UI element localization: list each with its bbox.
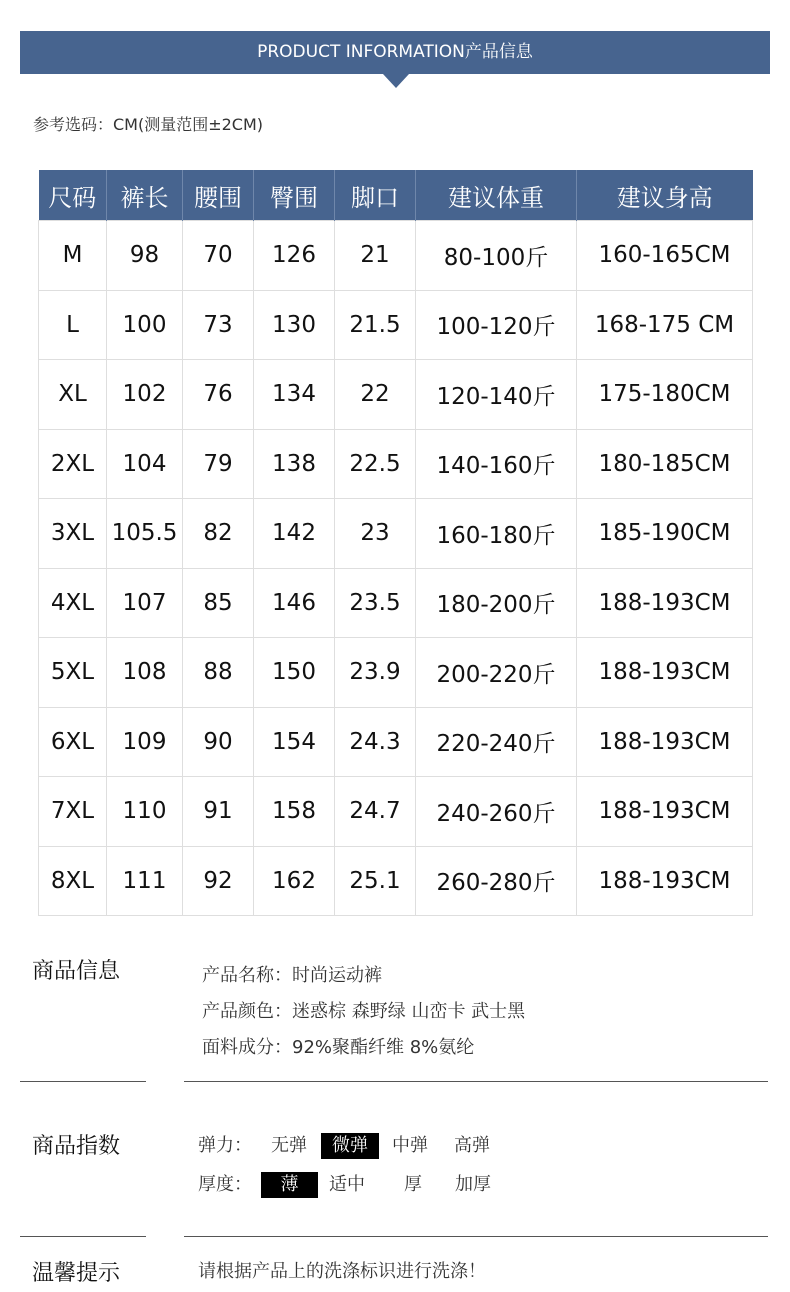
table-row xyxy=(39,499,753,569)
table-row xyxy=(39,638,753,708)
cell-suggested-weight: 140-160斤 xyxy=(416,429,577,499)
cell-suggested-height: 188-193CM xyxy=(577,638,753,708)
cell-hip: 134 xyxy=(254,360,335,430)
cell-suggested-weight: 100-120斤 xyxy=(416,290,577,360)
cell-suggested-weight: 80-100斤 xyxy=(416,221,577,291)
elasticity-option-medium: 中弹 xyxy=(392,1135,428,1156)
cell-hem: 21.5 xyxy=(335,290,416,360)
cell-suggested-height: 175-180CM xyxy=(577,360,753,430)
thickness-option-thick: 厚 xyxy=(404,1174,422,1195)
cell-hem: 21 xyxy=(335,221,416,291)
cell-pants-length: 98 xyxy=(107,221,183,291)
header-size: 尺码 xyxy=(39,170,107,221)
product-information-banner: PRODUCT INFORMATION产品信息 xyxy=(20,31,770,74)
washing-tip: 请根据产品上的洗涤标识进行洗涤！ xyxy=(198,1261,486,1282)
header-waist: 腰围 xyxy=(183,170,254,221)
cell-waist: 91 xyxy=(183,777,254,847)
thickness-row xyxy=(198,1172,598,1198)
cell-suggested-weight: 180-200斤 xyxy=(416,568,577,638)
table-header-row xyxy=(39,170,753,221)
cell-size: XL xyxy=(39,360,107,430)
cell-suggested-weight: 260-280斤 xyxy=(416,846,577,916)
product-index-title: 商品指数 xyxy=(32,1134,121,1159)
cell-pants-length: 104 xyxy=(107,429,183,499)
cell-size: 8XL xyxy=(39,846,107,916)
cell-hip: 150 xyxy=(254,638,335,708)
cell-size: 4XL xyxy=(39,568,107,638)
header-hip: 臀围 xyxy=(254,170,335,221)
cell-waist: 79 xyxy=(183,429,254,499)
header-suggested-height: 建议身高 xyxy=(577,170,753,221)
cell-hem: 24.7 xyxy=(335,777,416,847)
product-name-line: 产品名称：时尚运动裤 xyxy=(202,965,382,986)
header-hem: 脚口 xyxy=(335,170,416,221)
divider xyxy=(184,1081,768,1082)
cell-hem: 23.9 xyxy=(335,638,416,708)
cell-size: 6XL xyxy=(39,707,107,777)
thickness-option-medium: 适中 xyxy=(329,1174,365,1195)
cell-suggested-height: 160-165CM xyxy=(577,221,753,291)
cell-suggested-weight: 200-220斤 xyxy=(416,638,577,708)
elasticity-option-high: 高弹 xyxy=(454,1135,490,1156)
cell-hip: 126 xyxy=(254,221,335,291)
cell-suggested-height: 188-193CM xyxy=(577,777,753,847)
cell-suggested-height: 188-193CM xyxy=(577,707,753,777)
cell-hip: 158 xyxy=(254,777,335,847)
table-row xyxy=(39,290,753,360)
cell-hip: 138 xyxy=(254,429,335,499)
elasticity-row xyxy=(198,1133,598,1159)
cell-pants-length: 102 xyxy=(107,360,183,430)
elasticity-option-none: 无弹 xyxy=(271,1135,307,1156)
cell-waist: 90 xyxy=(183,707,254,777)
tips-title: 温馨提示 xyxy=(32,1261,121,1286)
divider xyxy=(184,1236,768,1237)
cell-pants-length: 105.5 xyxy=(107,499,183,569)
cell-hem: 23 xyxy=(335,499,416,569)
divider xyxy=(20,1081,146,1082)
cell-hip: 154 xyxy=(254,707,335,777)
cell-suggested-height: 188-193CM xyxy=(577,568,753,638)
table-row xyxy=(39,568,753,638)
cell-suggested-height: 188-193CM xyxy=(577,846,753,916)
header-suggested-weight: 建议体重 xyxy=(416,170,577,221)
cell-size: 5XL xyxy=(39,638,107,708)
cell-pants-length: 110 xyxy=(107,777,183,847)
cell-size: 2XL xyxy=(39,429,107,499)
cell-size: M xyxy=(39,221,107,291)
cell-hem: 25.1 xyxy=(335,846,416,916)
cell-suggested-weight: 120-140斤 xyxy=(416,360,577,430)
thickness-option-extra-thick: 加厚 xyxy=(455,1174,491,1195)
banner-arrow-icon xyxy=(383,74,409,88)
elasticity-label: 弹力： xyxy=(198,1135,252,1156)
cell-hem: 24.3 xyxy=(335,707,416,777)
table-row xyxy=(39,221,753,291)
thickness-label: 厚度： xyxy=(198,1174,252,1195)
elasticity-option-slight-selected: 微弹 xyxy=(321,1133,379,1159)
cell-suggested-height: 168-175 CM xyxy=(577,290,753,360)
cell-size: L xyxy=(39,290,107,360)
cell-waist: 73 xyxy=(183,290,254,360)
cell-waist: 85 xyxy=(183,568,254,638)
table-row xyxy=(39,846,753,916)
fabric-composition-line: 面料成分：92%聚酯纤维 8%氨纶 xyxy=(202,1037,475,1058)
cell-waist: 70 xyxy=(183,221,254,291)
reference-note: 参考选码：CM(测量范围±2CM) xyxy=(33,115,264,134)
cell-suggested-weight: 240-260斤 xyxy=(416,777,577,847)
cell-pants-length: 100 xyxy=(107,290,183,360)
product-color-line: 产品颜色：迷惑棕 森野绿 山峦卡 武士黑 xyxy=(202,1001,526,1022)
cell-hip: 130 xyxy=(254,290,335,360)
cell-suggested-weight: 160-180斤 xyxy=(416,499,577,569)
cell-suggested-height: 185-190CM xyxy=(577,499,753,569)
cell-waist: 88 xyxy=(183,638,254,708)
cell-hip: 146 xyxy=(254,568,335,638)
cell-size: 7XL xyxy=(39,777,107,847)
header-pants-length: 裤长 xyxy=(107,170,183,221)
cell-pants-length: 108 xyxy=(107,638,183,708)
cell-pants-length: 109 xyxy=(107,707,183,777)
cell-suggested-weight: 220-240斤 xyxy=(416,707,577,777)
table-row xyxy=(39,707,753,777)
cell-pants-length: 107 xyxy=(107,568,183,638)
cell-hip: 142 xyxy=(254,499,335,569)
thickness-option-thin-selected: 薄 xyxy=(261,1172,318,1198)
table-row xyxy=(39,360,753,430)
cell-waist: 82 xyxy=(183,499,254,569)
cell-pants-length: 111 xyxy=(107,846,183,916)
divider xyxy=(20,1236,146,1237)
product-info-title: 商品信息 xyxy=(32,959,121,984)
cell-waist: 92 xyxy=(183,846,254,916)
size-chart-table xyxy=(38,170,753,916)
cell-hem: 23.5 xyxy=(335,568,416,638)
cell-suggested-height: 180-185CM xyxy=(577,429,753,499)
cell-waist: 76 xyxy=(183,360,254,430)
table-row xyxy=(39,429,753,499)
cell-hip: 162 xyxy=(254,846,335,916)
table-row xyxy=(39,777,753,847)
cell-hem: 22 xyxy=(335,360,416,430)
cell-size: 3XL xyxy=(39,499,107,569)
cell-hem: 22.5 xyxy=(335,429,416,499)
